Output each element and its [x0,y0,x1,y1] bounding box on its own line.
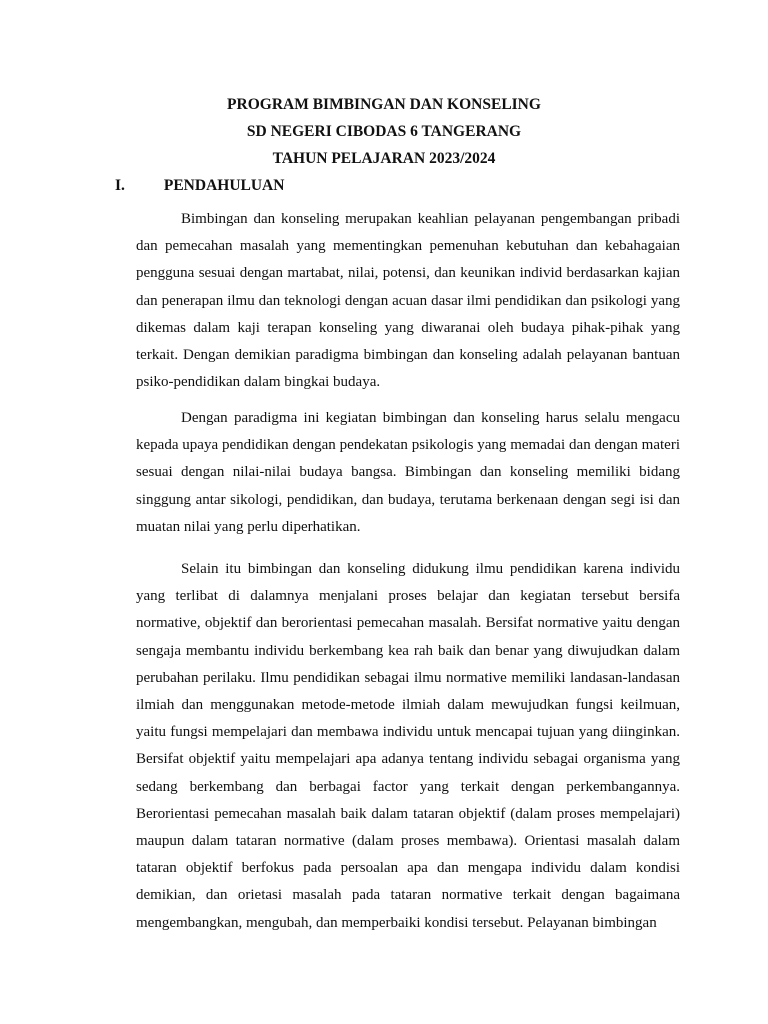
document-title [0,91,768,172]
section-heading [115,172,655,199]
title-line-school: SD NEGERI CIBODAS 6 TANGERANG [246,123,522,140]
title-line-program: PROGRAM BIMBINGAN DAN KONSELING [227,96,541,113]
title-line-year: TAHUN PELAJARAN 2023/2024 [272,150,496,167]
body-paragraph: Bimbingan dan konseling merupakan keahlian pelayanan pengembangan pribadi dan pemecahan masalah yang mementingkan pemenuhan kebutuhan dan kebahagaian pengguna sesuai dengan martabat, nilai, potensi, dan keunikan individ berdasarkan kajian dan penerapan ilmu dan teknologi dengan acuan dasar ilmi pendidikan dan psikologi yang dikemas dalam kaji terapan konseling yang diwaranai oleh budaya pihak-pihak yang terkait. Dengan demikian paradigma bimbingan dan konseling adalah pelayanan bantuan psiko-pendidikan dalam bingkai budaya. [136,211,680,391]
section-title: PENDAHULUAN [163,177,285,194]
section-number: I. [115,177,125,194]
body-paragraph: Dengan paradigma ini kegiatan bimbingan dan konseling harus selalu mengacu kepada upaya pendidikan dengan pendekatan psikologis yang memadai dan dengan materi sesuai dengan nilai-nilai budaya bangsa. Bimbingan dan konseling memiliki bidang singgung antar sikologi, pendidikan, dan budaya, terutama berkenaan dengan segi isi dan muatan nilai yang perlu diperhatikan. [136,410,680,535]
body-paragraph: Selain itu bimbingan dan konseling didukung ilmu pendidikan karena individu yang terlibat di dalamnya menjalani proses belajar dan kegiatan tersebut bersifa normative, objektif dan berorientasi pemecahan masalah. Bersifat normative yaitu dengan sengaja membantu individu berkembang kea rah baik dan benar yang diwujudkan dalam perubahan perilaku. Ilmu pendidikan sebagai ilmu normative memiliki landasan-landasan ilmiah dan menggunakan metode-metode ilmiah dalam mewujudkan fungsi keilmuan, yaitu fungsi mempelajari dan membawa individu untuk mencapai tujuan yang diinginkan. Bersifat objektif yaitu mempelajari apa adanya tentang individu sebagai organisma yang sedang berkembang dan berbagai factor yang terkait dengan perkembangannya. Berorientasi pemecahan masalah baik dalam tataran objektif (dalam proses mempelajari) maupun dalam tataran normative (dalam proses membawa). Orientasi masalah dalam tataran objektif berfokus pada persoalan apa dan mengapa individu dalam kondisi demikian, dan orietasi masalah pada tataran normative terkait dengan bagaimana mengembangkan, mengubah, dan memperbaiki kondisi tersebut. Pelayanan bimbingan [136,561,680,931]
